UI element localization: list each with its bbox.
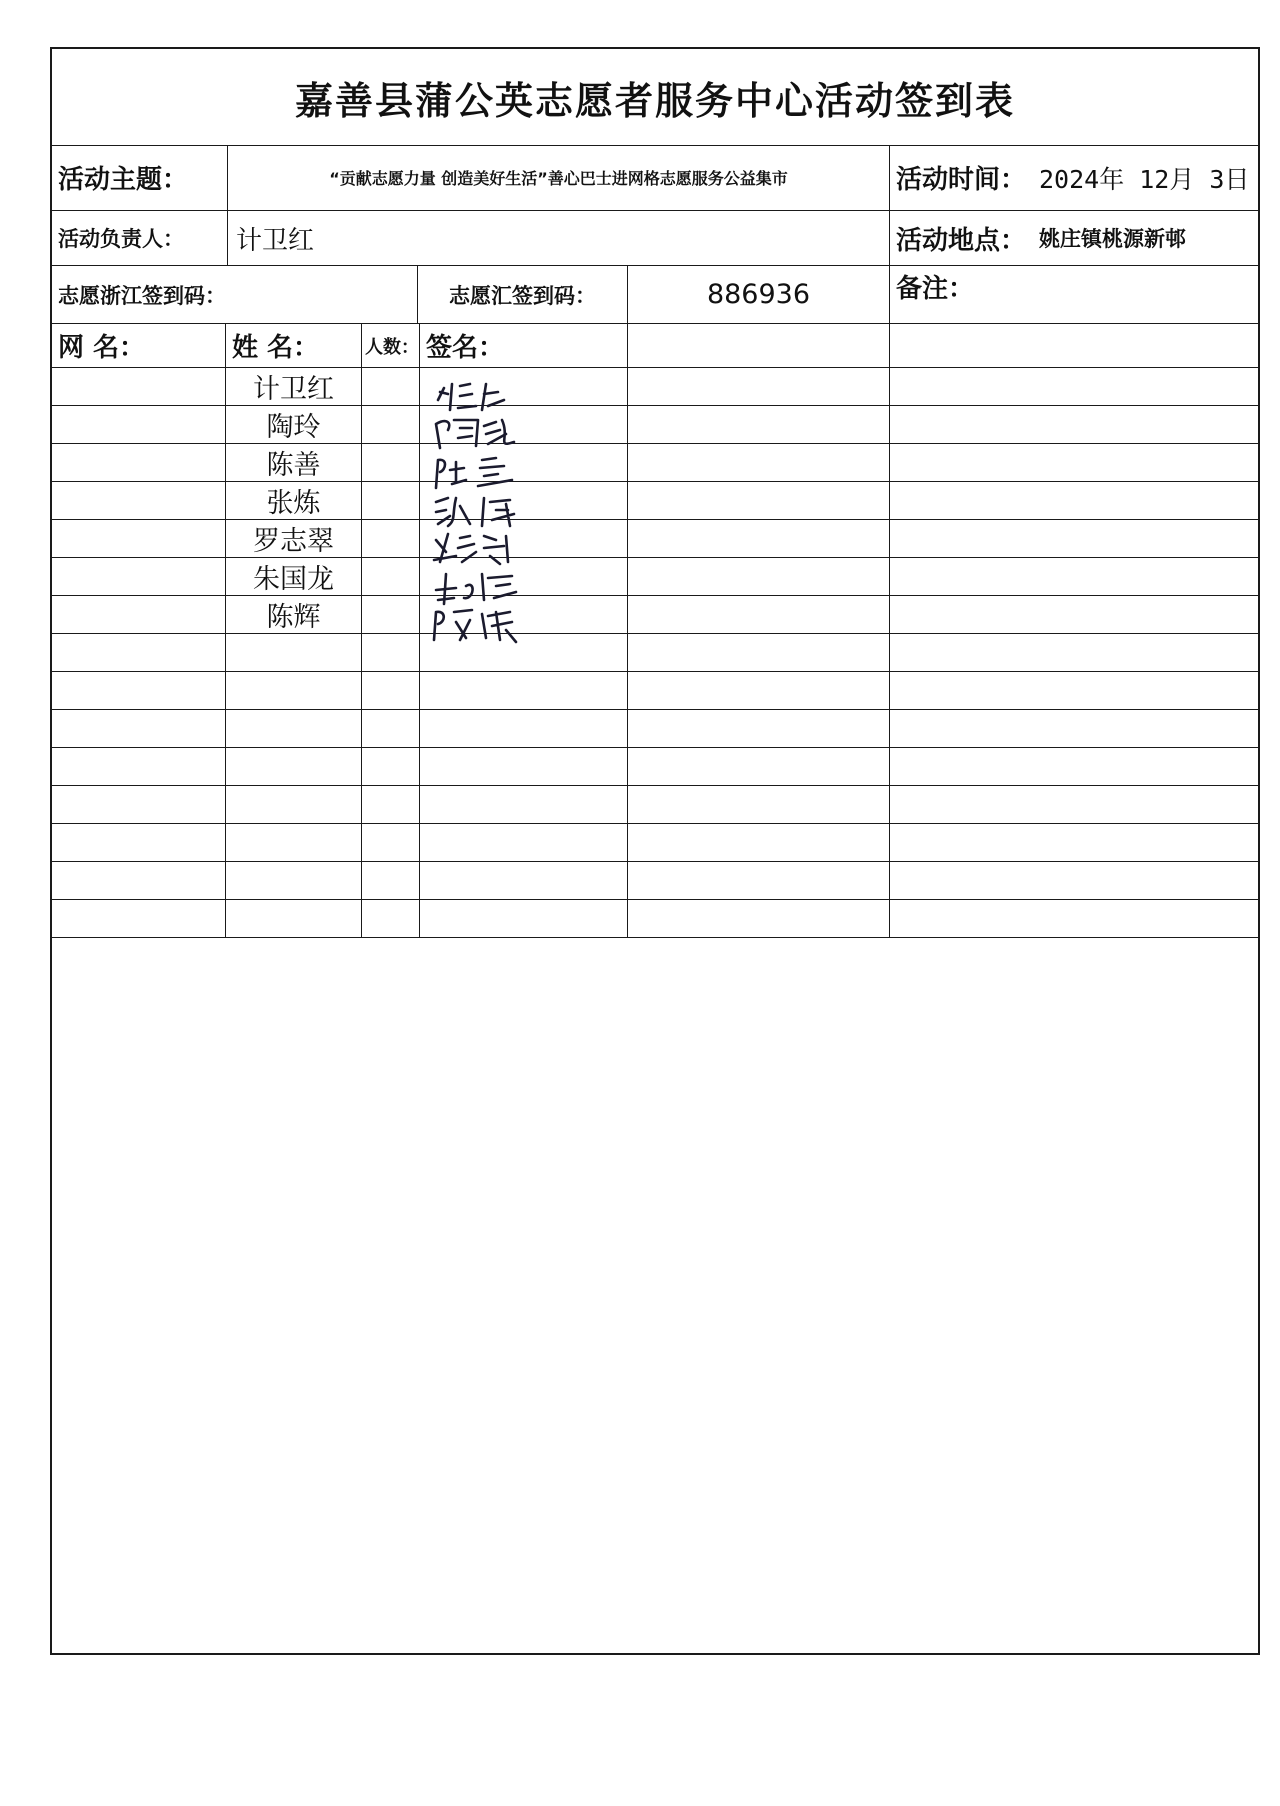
count-cell — [361, 862, 419, 899]
net-name-cell — [52, 444, 225, 481]
signature-cell — [419, 710, 627, 747]
extra-cell-1 — [627, 482, 889, 519]
extra-cell-1 — [627, 824, 889, 861]
table-row — [52, 786, 1258, 824]
signature-cell — [419, 596, 627, 633]
extra-cell-1 — [627, 900, 889, 937]
name-cell — [225, 444, 361, 481]
name-cell — [225, 406, 361, 443]
signature-cell — [419, 824, 627, 861]
name-cell — [225, 634, 361, 671]
leader-label: 活动负责人： — [58, 227, 184, 251]
sheet-title: 嘉善县蒲公英志愿者服务中心活动签到表 — [52, 49, 1258, 146]
col-name: 姓 名： — [225, 324, 361, 367]
name-cell — [225, 748, 361, 785]
participant-name: 罗志翠 — [253, 526, 334, 557]
extra-cell-1 — [627, 710, 889, 747]
table-row — [52, 558, 1258, 596]
col-signature: 签名： — [419, 324, 627, 367]
net-name-cell — [52, 368, 225, 405]
count-cell — [361, 748, 419, 785]
zj-code-label: 志愿浙江签到码： — [58, 283, 226, 308]
count-cell — [361, 558, 419, 595]
extra-cell-1 — [627, 406, 889, 443]
col-extra-2 — [889, 324, 1260, 367]
count-cell — [361, 406, 419, 443]
name-cell — [225, 710, 361, 747]
leader-value: 计卫红 — [227, 211, 889, 265]
sign-in-sheet — [50, 47, 1260, 1655]
count-cell — [361, 634, 419, 671]
signature-cell — [419, 406, 627, 443]
net-name-cell — [52, 482, 225, 519]
table-row — [52, 444, 1258, 482]
extra-cell-2 — [889, 824, 1260, 861]
signature-cell — [419, 900, 627, 937]
extra-cell-1 — [627, 444, 889, 481]
count-cell — [361, 672, 419, 709]
remark-label: 备注： — [889, 266, 1260, 323]
extra-cell-2 — [889, 862, 1260, 899]
net-name-cell — [52, 824, 225, 861]
name-cell — [225, 596, 361, 633]
extra-cell-2 — [889, 520, 1260, 557]
net-name-cell — [52, 786, 225, 823]
table-row — [52, 482, 1258, 520]
net-name-cell — [52, 558, 225, 595]
net-name-cell — [52, 672, 225, 709]
name-cell — [225, 862, 361, 899]
table-row — [52, 900, 1258, 938]
extra-cell-2 — [889, 634, 1260, 671]
extra-cell-2 — [889, 748, 1260, 785]
count-cell — [361, 786, 419, 823]
extra-cell-1 — [627, 748, 889, 785]
location-label: 活动地点： — [889, 211, 1039, 265]
extra-cell-1 — [627, 672, 889, 709]
count-cell — [361, 482, 419, 519]
count-cell — [361, 710, 419, 747]
table-row — [52, 748, 1258, 786]
net-name-cell — [52, 634, 225, 671]
net-name-cell — [52, 862, 225, 899]
theme-label: 活动主题： — [58, 165, 189, 195]
net-name-cell — [52, 520, 225, 557]
extra-cell-1 — [627, 558, 889, 595]
net-name-cell — [52, 900, 225, 937]
participant-name: 陶玲 — [266, 412, 321, 443]
col-count: 人数： — [361, 324, 419, 367]
time-value: 2024年 12月 3日 — [1039, 164, 1250, 194]
count-cell — [361, 368, 419, 405]
name-cell — [225, 672, 361, 709]
theme-value-cell — [227, 145, 889, 210]
extra-cell-2 — [889, 406, 1260, 443]
name-cell — [225, 824, 361, 861]
extra-cell-1 — [627, 862, 889, 899]
table-row — [52, 824, 1258, 862]
participant-name: 陈善 — [266, 450, 321, 481]
net-name-cell — [52, 596, 225, 633]
table-row — [52, 710, 1258, 748]
location-value: 姚庄镇桃源新邨 — [1039, 227, 1186, 251]
net-name-cell — [52, 406, 225, 443]
name-cell — [225, 558, 361, 595]
col-net-name: 网 名： — [58, 333, 146, 363]
table-row — [52, 862, 1258, 900]
count-cell — [361, 444, 419, 481]
signature-cell — [419, 786, 627, 823]
count-cell — [361, 520, 419, 557]
count-cell — [361, 824, 419, 861]
extra-cell-2 — [889, 444, 1260, 481]
participant-name: 张炼 — [266, 488, 321, 519]
extra-cell-2 — [889, 558, 1260, 595]
signature-cell — [419, 862, 627, 899]
name-cell — [225, 368, 361, 405]
signature-cell — [419, 634, 627, 671]
signature-cell — [419, 558, 627, 595]
extra-cell-2 — [889, 786, 1260, 823]
name-cell — [225, 520, 361, 557]
theme-row — [52, 145, 1258, 211]
column-header-row — [52, 324, 1258, 368]
count-cell — [361, 900, 419, 937]
table-row — [52, 520, 1258, 558]
name-cell — [225, 900, 361, 937]
signature-cell — [419, 520, 627, 557]
table-row — [52, 634, 1258, 672]
hui-code-value: 886936 — [627, 266, 889, 323]
extra-cell-1 — [627, 368, 889, 405]
extra-cell-1 — [627, 520, 889, 557]
leader-row — [52, 211, 1258, 266]
table-row — [52, 596, 1258, 634]
extra-cell-2 — [889, 482, 1260, 519]
table-row — [52, 672, 1258, 710]
net-name-cell — [52, 710, 225, 747]
extra-cell-2 — [889, 596, 1260, 633]
col-extra-1 — [627, 324, 889, 367]
name-cell — [225, 786, 361, 823]
theme-value: “贡献志愿力量 创造美好生活”善心巴士进网格志愿服务公益集市 — [329, 169, 788, 188]
signature-cell — [419, 368, 627, 405]
signature-cell — [419, 748, 627, 785]
participant-name: 计卫红 — [253, 374, 334, 405]
name-cell — [225, 482, 361, 519]
extra-cell-2 — [889, 672, 1260, 709]
extra-cell-2 — [889, 710, 1260, 747]
extra-cell-1 — [627, 786, 889, 823]
participant-name: 朱国龙 — [253, 564, 334, 595]
hui-code-label: 志愿汇签到码： — [417, 266, 627, 323]
table-row — [52, 368, 1258, 406]
participant-name: 陈辉 — [266, 602, 321, 633]
extra-cell-1 — [627, 634, 889, 671]
net-name-cell — [52, 748, 225, 785]
table-row — [52, 406, 1258, 444]
count-cell — [361, 596, 419, 633]
extra-cell-2 — [889, 368, 1260, 405]
code-row — [52, 266, 1258, 324]
signature-cell — [419, 482, 627, 519]
extra-cell-2 — [889, 900, 1260, 937]
time-label: 活动时间： — [889, 145, 1039, 210]
signature-cell — [419, 672, 627, 709]
extra-cell-1 — [627, 596, 889, 633]
signature-cell — [419, 444, 627, 481]
